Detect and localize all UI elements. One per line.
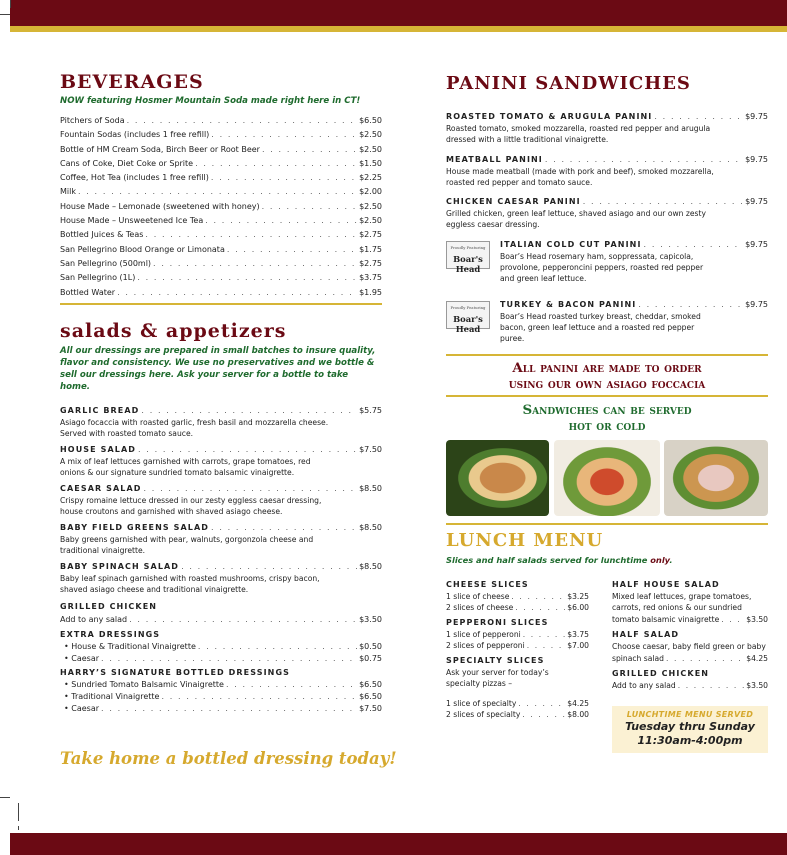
menu-row xyxy=(60,214,382,228)
item-price: $9.75 xyxy=(745,239,768,249)
boars-head-logo xyxy=(446,301,490,334)
crop-mark xyxy=(10,0,11,8)
item-price: $2.75 xyxy=(359,230,382,240)
specialty-slices-desc: Ask your server for today’s specialty pizzas – xyxy=(446,667,549,689)
item-label: • Sundried Tomato Balsamic Vinaigrette xyxy=(64,680,224,690)
menu-row xyxy=(446,196,768,208)
menu-row xyxy=(446,709,589,721)
item-price: $1.75 xyxy=(359,244,382,254)
item-description: Boar’s Head rosemary ham, soppressata, capicola, provolone, pepperoncini peppers, roasted red pepper and green leaf lettuce. xyxy=(500,251,704,284)
item-label: ITALIAN COLD CUT PANINI xyxy=(500,239,642,249)
grilled-chicken-title: GRILLED CHICKEN xyxy=(60,601,158,611)
bottled-dressings-title: HARRY’S SIGNATURE BOTTLED DRESSINGS xyxy=(60,668,290,678)
menu-row xyxy=(60,483,382,495)
panini-item xyxy=(446,239,768,285)
menu-row xyxy=(60,444,382,456)
sandwich-photo xyxy=(554,440,660,516)
panini-item xyxy=(446,196,768,231)
lunch-hours-time: 11:30am-4:00pm xyxy=(637,733,743,747)
item-description: Crispy romaine lettuce dressed in our zesty eggless caesar dressing, house croutons and garnished with shaved asiago cheese. xyxy=(60,495,322,516)
item-description: Roasted tomato, smoked mozzarella, roasted red pepper and arugula dressed with a little traditional vinaigrette. xyxy=(446,124,711,145)
take-home-banner: Take home a bottled dressing today! xyxy=(60,749,397,769)
specialty-slices-list xyxy=(446,698,589,721)
item-label: Coffee, Hot Tea (includes 1 free refill) xyxy=(60,173,209,183)
top-gold-stripe xyxy=(10,26,787,32)
item-label: Cans of Coke, Diet Coke or Sprite xyxy=(60,158,194,168)
item-price: $5.75 xyxy=(359,405,382,415)
item-description: House made meatball (made with pork and beef), smoked mozzarella, roasted red pepper and tomato sauce. xyxy=(446,166,714,187)
item-price: $3.75 xyxy=(359,273,382,283)
menu-row xyxy=(60,271,382,285)
item-price: $1.95 xyxy=(359,287,382,297)
item-label: 1 slice of pepperoni xyxy=(446,629,521,639)
menu-row: spinach salad . . . $4.25 xyxy=(612,653,768,665)
item-price: $6.50 xyxy=(359,116,382,125)
hot-or-cold-banner xyxy=(446,402,768,434)
beverages-list xyxy=(60,114,382,300)
item-label: CHICKEN CAESAR PANINI xyxy=(446,197,581,207)
item-label: 1 slice of specialty xyxy=(446,698,517,708)
made-to-order-banner xyxy=(446,360,768,392)
made-to-order-line2: using our own asiago foccacia xyxy=(508,375,706,392)
boars-head-logo xyxy=(446,241,490,274)
item-label: Bottle of HM Cream Soda, Birch Beer or Root Beer xyxy=(60,144,260,154)
salad-item xyxy=(60,522,382,556)
salad-item xyxy=(60,483,382,517)
salad-item xyxy=(60,405,382,439)
logo-brand: Boar's Head xyxy=(453,313,483,334)
bottled-dressings-list xyxy=(60,679,382,715)
extra-dressings-list xyxy=(60,641,382,665)
item-price: $3.75 xyxy=(567,629,589,639)
lunch-salad-column xyxy=(612,579,768,753)
salad-item xyxy=(60,561,382,595)
menu-row xyxy=(64,691,382,703)
menu-row: tomato balsamic vinaigrette . . . $3.50 xyxy=(612,614,768,626)
item-price: $9.75 xyxy=(745,112,768,121)
salads-intro: All our dressings are prepared in small batches to insure quality, flavor and consistency. We use no preservatives and we bottle & sell our dressings here. Ask your server for a bottle to take home. xyxy=(60,345,376,392)
menu-row xyxy=(446,629,589,641)
item-price: $0.75 xyxy=(359,654,382,664)
item-price: $6.50 xyxy=(359,680,382,690)
beverages-subtitle: NOW featuring Hosmer Mountain Soda made right here in CT! xyxy=(60,96,361,106)
menu-row xyxy=(60,228,382,242)
item-price: $9.75 xyxy=(745,154,768,164)
item-label: • House & Traditional Vinaigrette xyxy=(64,642,196,652)
menu-row xyxy=(60,641,382,653)
menu-row xyxy=(446,602,589,614)
item-label: Bottled Juices & Teas xyxy=(60,230,144,240)
menu-row xyxy=(60,243,382,257)
item-label: BABY SPINACH SALAD xyxy=(60,561,180,571)
item-price: $2.50 xyxy=(359,216,382,226)
menu-row xyxy=(60,114,382,128)
salad-item xyxy=(60,444,382,478)
salads-heading: salads & appetizers xyxy=(60,319,287,342)
pepperoni-slices-list xyxy=(446,629,589,652)
menu-row xyxy=(500,239,768,251)
item-description: A mix of leaf lettuces garnished with carrots, grape tomatoes, red onions & our signature sundried tomato balsamic vinaigrette. xyxy=(60,456,311,477)
section-divider xyxy=(446,395,768,397)
item-label: 1 slice of cheese xyxy=(446,591,510,601)
top-banner-bar xyxy=(10,0,787,26)
sandwich-photo xyxy=(664,440,768,516)
item-label: House Made – Lemonade (sweetened with honey) xyxy=(60,201,260,211)
item-price: $6.50 xyxy=(359,692,382,702)
item-label: Milk xyxy=(60,187,76,197)
half-salad-title: HALF SALAD xyxy=(612,630,680,640)
cheese-slices-list xyxy=(446,591,589,614)
item-label: • Traditional Vinaigrette xyxy=(64,692,160,702)
cheese-slices-title: CHEESE SLICES xyxy=(446,579,529,589)
sandwich-photo xyxy=(446,440,549,516)
item-price: $2.50 xyxy=(359,130,382,140)
item-price: $2.50 xyxy=(359,144,382,154)
item-description: Boar’s Head roasted turkey breast, cheddar, smoked bacon, green leaf lettuce and a roasted red pepper puree. xyxy=(500,311,701,344)
item-label: 2 slices of specialty xyxy=(446,710,521,720)
left-column xyxy=(60,70,397,769)
item-label: HOUSE SALAD xyxy=(60,444,136,454)
lunch-hours-label: LUNCHTIME MENU SERVED xyxy=(626,709,754,719)
menu-row xyxy=(60,257,382,271)
specialty-slices-title: SPECIALTY SLICES xyxy=(446,655,545,665)
section-divider xyxy=(446,523,768,525)
menu-row xyxy=(446,591,589,603)
menu-row xyxy=(60,405,382,417)
item-label: • Caesar xyxy=(64,654,100,664)
lunch-grid xyxy=(446,579,768,769)
item-label: BABY FIELD GREENS SALAD xyxy=(60,522,210,532)
item-price: $8.00 xyxy=(567,710,589,720)
item-price: $9.75 xyxy=(745,299,768,309)
made-to-order-line1: All panini are made to order xyxy=(512,359,702,376)
menu-row: Add to any salad . . . $3.50 xyxy=(612,680,768,692)
item-price: $3.25 xyxy=(567,591,589,601)
item-price: $2.75 xyxy=(359,258,382,268)
menu-row xyxy=(446,154,768,166)
item-description: Baby leaf spinach garnished with roasted mushrooms, crispy bacon, shaved asiago cheese and traditional vinaigrette. xyxy=(60,573,320,594)
menu-row xyxy=(500,299,768,311)
panini-item xyxy=(446,154,768,189)
hot-or-cold-line1: Sandwiches can be served xyxy=(522,401,692,418)
right-column xyxy=(446,70,768,769)
item-description: Asiago focaccia with roasted garlic, fresh basil and mozzarella cheese. Served with roasted tomato sauce. xyxy=(60,417,329,438)
item-description: Grilled chicken, green leaf lettuce, shaved asiago and our own zesty eggless caesar dressing. xyxy=(446,209,706,230)
lunch-heading: LUNCH MENU xyxy=(446,529,604,551)
crop-mark xyxy=(0,797,10,798)
item-price: $7.50 xyxy=(359,704,382,714)
menu-row xyxy=(60,653,382,665)
salads-list xyxy=(60,405,382,595)
item-price: $4.25 xyxy=(567,698,589,708)
menu-row xyxy=(446,640,589,652)
item-label: Bottled Water xyxy=(60,287,116,297)
item-label: San Pellegrino Blood Orange or Limonata xyxy=(60,244,225,254)
menu-row: Add to any salad . . . $3.50 xyxy=(60,613,382,627)
menu-row xyxy=(60,522,382,534)
item-price: $7.00 xyxy=(567,641,589,651)
item-description: Baby greens garnished with pear, walnuts, gorgonzola cheese and traditional vinaigrette. xyxy=(60,534,314,555)
menu-row xyxy=(60,200,382,214)
section-divider xyxy=(60,303,382,305)
menu-row xyxy=(60,171,382,185)
menu-row xyxy=(60,157,382,171)
item-label: MEATBALL PANINI xyxy=(446,154,543,164)
section-divider xyxy=(446,354,768,356)
menu-row xyxy=(60,561,382,573)
item-label: GARLIC BREAD xyxy=(60,405,140,415)
menu-row xyxy=(60,286,382,300)
item-label: House Made – Unsweetened Ice Tea xyxy=(60,216,204,226)
item-price: $6.00 xyxy=(567,603,589,613)
item-price: $8.50 xyxy=(359,561,382,571)
item-price: $1.50 xyxy=(359,158,382,168)
pepperoni-slices-title: PEPPERONI SLICES xyxy=(446,617,549,627)
crop-mark xyxy=(18,803,19,821)
menu-row xyxy=(446,698,589,710)
bottled-dressings-block xyxy=(60,666,382,715)
menu-row xyxy=(64,703,382,715)
beverages-heading: BEVERAGES xyxy=(60,71,204,93)
item-price: $2.25 xyxy=(359,173,382,183)
menu-row xyxy=(64,679,382,691)
sandwich-photos xyxy=(446,440,768,520)
half-house-salad-desc: Mixed leaf lettuces, grape tomatoes, carrots, red onions & our sundried xyxy=(612,591,752,613)
lunch-pizza-column xyxy=(446,579,589,721)
crop-mark xyxy=(0,14,10,15)
half-salad-desc: Choose caesar, baby field green or baby xyxy=(612,642,766,652)
grilled-chicken-block xyxy=(60,600,382,627)
logo-brand: Boar's Head xyxy=(453,253,483,274)
item-label: 2 slices of pepperoni xyxy=(446,641,525,651)
item-label: San Pellegrino (1L) xyxy=(60,273,136,283)
menu-row xyxy=(446,111,768,123)
lunch-subtitle: Slices and half salads served for lunchtime only. xyxy=(446,554,673,565)
panini-list xyxy=(446,111,768,345)
lunch-grilled-chicken-title: GRILLED CHICKEN xyxy=(612,669,710,679)
item-price: $2.00 xyxy=(359,187,382,197)
item-label: ROASTED TOMATO & ARUGULA PANINI xyxy=(446,112,653,121)
item-price: $2.50 xyxy=(359,201,382,211)
hot-or-cold-line2: hot or cold xyxy=(568,417,646,434)
item-label: Fountain Sodas (includes 1 free refill) xyxy=(60,130,210,140)
logo-tagline: Proudly Featuring xyxy=(450,244,486,250)
item-price: $8.50 xyxy=(359,522,382,532)
item-label: TURKEY & BACON PANINI xyxy=(500,299,637,309)
panini-item xyxy=(446,111,768,146)
item-price: $9.75 xyxy=(745,197,768,207)
item-price: $7.50 xyxy=(359,444,382,454)
item-label: Pitchers of Soda xyxy=(60,116,125,125)
half-house-salad-title: HALF HOUSE SALAD xyxy=(612,579,720,589)
item-label: 2 slices of cheese xyxy=(446,603,514,613)
menu-row xyxy=(60,143,382,157)
item-price: $8.50 xyxy=(359,483,382,493)
item-label: • Caesar xyxy=(64,704,100,714)
extra-dressings-title: EXTRA DRESSINGS xyxy=(60,630,161,640)
lunch-hours-box xyxy=(612,706,768,753)
panini-item xyxy=(446,299,768,345)
item-label: San Pellegrino (500ml) xyxy=(60,258,152,268)
logo-tagline: Proudly Featuring xyxy=(450,304,486,310)
bottom-banner-bar xyxy=(10,833,787,855)
menu-row xyxy=(60,128,382,142)
lunch-hours-days: Tuesday thru Sunday xyxy=(625,719,755,733)
extra-dressings-block xyxy=(60,628,382,665)
menu-row xyxy=(60,185,382,199)
item-label: CAESAR SALAD xyxy=(60,483,142,493)
item-price: $0.50 xyxy=(359,642,382,652)
crop-mark xyxy=(18,826,19,830)
panini-heading: PANINI SANDWICHES xyxy=(446,73,691,94)
